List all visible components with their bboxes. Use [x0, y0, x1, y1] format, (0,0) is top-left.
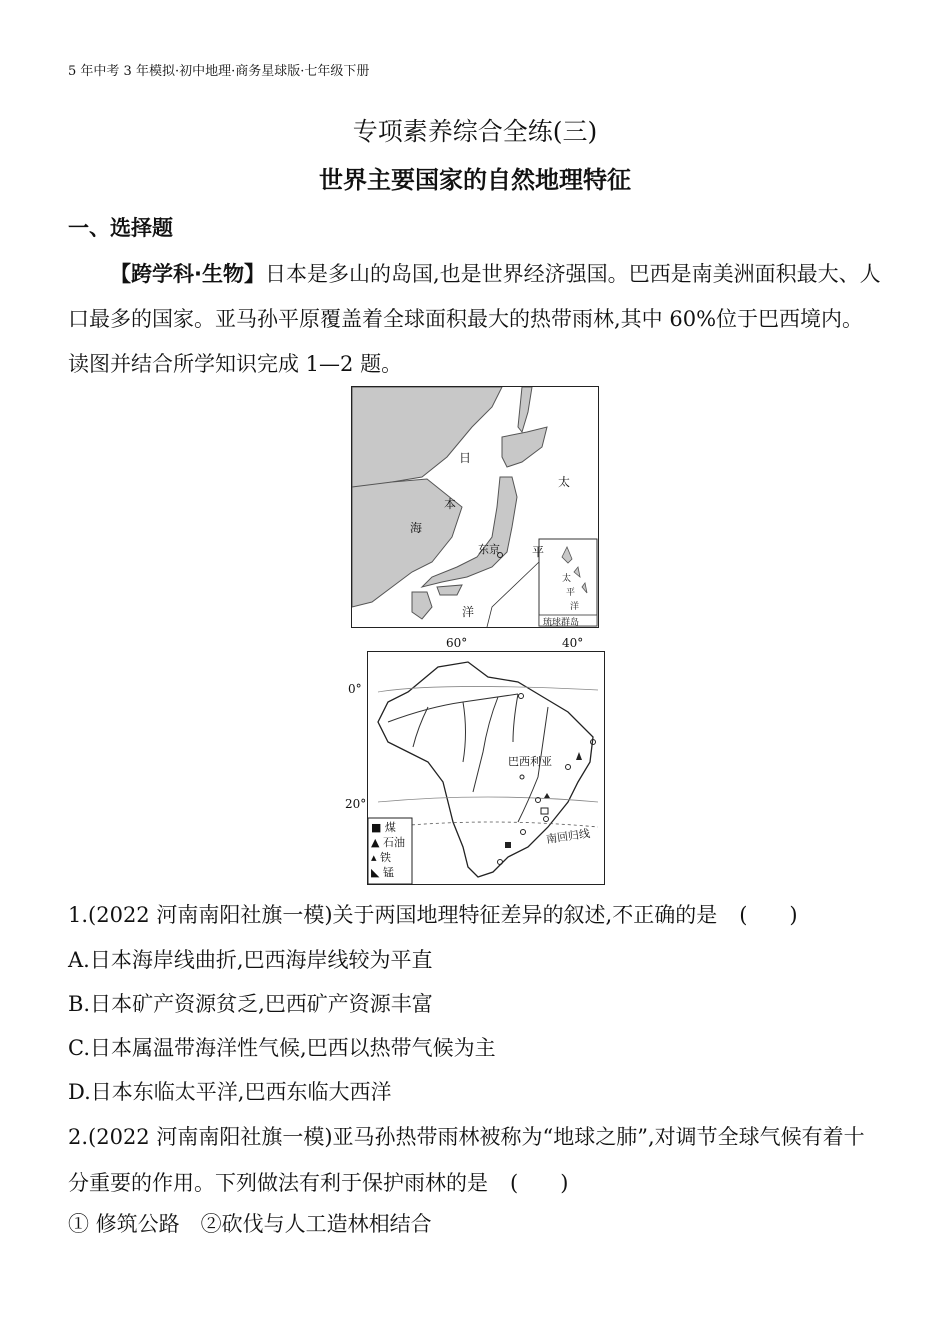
label-inset-title: 琉球群岛 [543, 618, 580, 628]
section-heading: 一、选择题 [68, 216, 173, 240]
q2-stem: 2.(2022 河南南阳社旗一模)亚马孙热带雨林被称为“地球之肺”,对调节全球气候有着十分重要的作用。下列做法有利于保护雨林的是 ( ) [68, 1125, 865, 1195]
label-tropic: 南回归线 [545, 826, 591, 846]
q1-bracket: ( ) [739, 903, 798, 927]
japan-map-drawing [352, 387, 598, 627]
label-inset-yang: 洋 [570, 602, 580, 612]
label-hai: 海 [410, 521, 423, 535]
label-inset-tai: 太 [562, 574, 572, 584]
intro-paragraph [68, 252, 883, 387]
lat-20: 20° [345, 797, 367, 811]
page-header: 5 年中考 3 年模拟·初中地理·商务星球版·七年级下册 [68, 64, 370, 79]
map-legend [371, 820, 405, 880]
label-tai: 太 [558, 475, 571, 489]
subject-tag: 【跨学科·生物】 [110, 262, 265, 286]
q1-option-a: A.日本海岸线曲折,巴西海岸线较为平直 [68, 948, 433, 972]
legend-coal: ■ 煤 [371, 821, 396, 834]
brazil-map [367, 651, 605, 885]
label-ping: 平 [532, 545, 545, 559]
q1-option-b: B.日本矿产资源贫乏,巴西矿产资源丰富 [68, 992, 433, 1016]
page-title: 专项素养综合全练(三) [352, 117, 598, 146]
intro-text: 日本是多山的岛国,也是世界经济强国。巴西是南美洲面积最大、人口最多的国家。亚马孙平原覆盖着全球面积最大的热带雨林,其中 60%位于巴西境内。读图并结合所学知识完成 1—2 题。 [68, 262, 881, 376]
lat-0: 0° [348, 682, 362, 696]
label-yang: 洋 [462, 605, 475, 619]
q1-stem: 1.(2022 河南南阳社旗一模)关于两国地理特征差异的叙述,不正确的是 ( ) [68, 903, 798, 927]
legend-oil: ▲ 石油 [371, 836, 405, 849]
label-ben: 本 [444, 497, 457, 511]
label-tokyo: 东京 [478, 543, 500, 556]
legend-manganese: ◣ 锰 [371, 866, 394, 879]
lon-40: 40° [562, 636, 584, 650]
legend-iron: ▴ 铁 [371, 851, 392, 864]
lon-60: 60° [446, 636, 468, 650]
q2-bracket: ( ) [510, 1171, 569, 1195]
label-brasilia: 巴西利亚 [508, 755, 552, 768]
label-inset-ping: 平 [566, 588, 576, 598]
q1-option-d: D.日本东临太平洋,巴西东临大西洋 [68, 1080, 392, 1104]
q1-option-c: C.日本属温带海洋性气候,巴西以热带气候为主 [68, 1036, 496, 1060]
label-ri: 日 [459, 451, 472, 465]
q2-items: ① 修筑公路 ②砍伐与人工造林相结合 [68, 1212, 432, 1236]
japan-map [351, 386, 599, 628]
page-subtitle: 世界主要国家的自然地理特征 [319, 166, 631, 194]
